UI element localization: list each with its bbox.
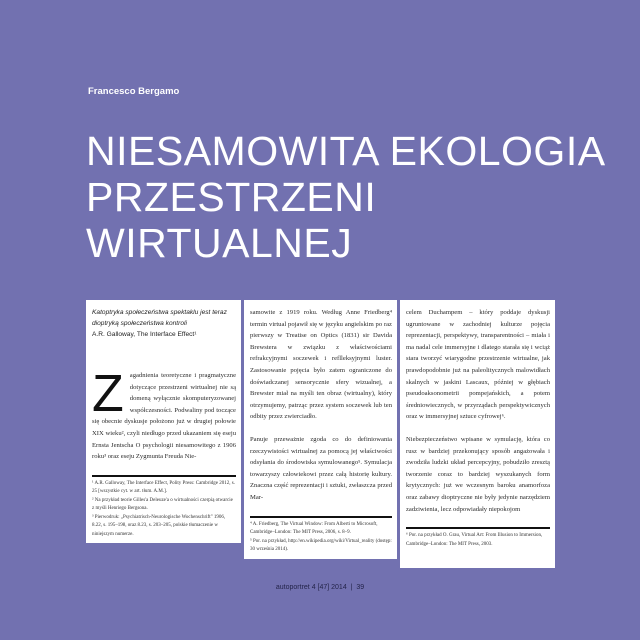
- text-column-1: [86, 300, 241, 543]
- footnote: ⁵ Por. na przykład, http://en.wikipedia.org/wiki/Virtual_reality (dostęp: 30 września 2014).: [250, 538, 392, 552]
- body-text: celem Duchampem – który poddaje dyskusji ugruntowane w zachodniej kulturze pojęcia reprezentacji, perspektywy, transparentności – miała i ma nadal cele immersyjne i dlatego starała się i wciąż stara tworzyć wiarygodne przestrzenie wirtualne, jak prawdopodobnie już na paleolitycznych malowidłach skalnych w jaskini Lascaux, później w głębiach pseudoaksonometrii pompejańskich, a potem średniowiecznych, w przyrządach perspektywicznych oraz w immersyjnej sztuce cyfrowej⁶.: [406, 309, 550, 421]
- footnote: ⁶ Por. na przykład O. Grau, Virtual Art: From Illusion to Immersion, Cambridge–London: The MIT Press, 2003.: [406, 533, 543, 547]
- epigraph-source: A.R. Galloway, The Interface Effect¹: [92, 331, 197, 338]
- body-text: Niebezpieczeństwo wpisane w symulację, która co rusz w bardziej przekonujący sposób angażowała i zwodziła ludzki układ percepcyjny, pobudziło zresztą tworzenie coraz to bardziej wyszukanych form krytycznych: już we wczesnym baroku anamorfoza oraz zabawy dioptryczne nie były jedynie narzędziem zadziwienia, lecz odpowiadały niepokojom: [406, 435, 550, 513]
- text-column-2: [244, 300, 397, 559]
- footnote: ² Na przykład teorie Gilles'a Deleuze'a o wirtualności czerpią otwarcie z myśli Henriego Bergsona.: [92, 497, 233, 512]
- drop-cap: Z: [92, 365, 124, 423]
- text-column-3: [400, 300, 555, 568]
- footnotes: [406, 527, 550, 549]
- article-title: [86, 128, 640, 266]
- epigraph-line: Katoptryka społeczeństwa spektaklu jest teraz: [92, 309, 227, 316]
- epigraph: [92, 307, 236, 340]
- footnotes: [250, 516, 392, 555]
- body-text: agadnienia teoretyczne i pragmatyczne dotyczące przestrzeni wirtualnej nie są domeną wyłącznie skomputeryzowanej współczesności. Podwaliny pod toczące się obecnie dyskusje położono już w drugiej połowie XIX wieku², czyli niedługo przed ukazaniem się eseju Ernsta Jentscha O psychologii niesamowitego z 1906 roku³ oraz eseju Zygmunta Freuda Nie-: [92, 372, 236, 461]
- footnote: ¹ A.R. Galloway, The Interface Effect, Polity Press: Cambridge 2012, s. 25 [wszystkie cyt. w art. tłum. A.M.].: [92, 480, 235, 495]
- footnote: ³ Pierwodruk: „Psychiatrisch-Neurologische Wochenschrift" 1906, 8.22, s. 195–198, oraz 8.23, s. 203–205, polskie tłumaczenie w niniejszym numerze.: [92, 514, 226, 537]
- title-line: PRZESTRZENI WIRTUALNEJ: [86, 174, 377, 266]
- page-footer: autoportret 4 [47] 2014 | 39: [275, 584, 365, 591]
- footnote: ⁴ A. Friedberg, The Virtual Window: From Alberti to Microsoft, Cambridge–London: The MIT Press, 2006, s. 8–9.: [250, 521, 378, 535]
- epigraph-line: dioptryką społeczeństwa kontroli: [92, 320, 187, 327]
- title-line: NIESAMOWITA EKOLOGIA: [86, 128, 606, 174]
- body-text: samowite z 1919 roku. Według Anne Friedberg⁴ termin virtual pojawił się w języku angielskim po raz pierwszy w Treatise on Optics (1831) sir Davida Brewstera w związku z właściwościami refrakcyjnymi soczewek i reflleksyjnymi luster. Zastosowanie pojęcia było zatem ograniczone do doświadczanej sensorycznie sfery wizualnej, a Brewster miał na myśli ten obraz (wirtualny), który otrzymujemy, patrząc przez system soczewek lub ten odbity przez zwierciadło.: [250, 309, 392, 421]
- body-text: Panuje przeważnie zgoda co do definiowania rzeczywistości wirtualnej za pomocą jej właściwości odsyłania do środowiska symulowanego⁵. Symulacja towarzyszy człowiekowi przez całą historię kultury. Znaczna część reprezentacji i sztuki, zwłaszcza przed Mar-: [250, 435, 392, 501]
- footnotes: [92, 475, 236, 540]
- author-name: Francesco Bergamo: [88, 86, 180, 97]
